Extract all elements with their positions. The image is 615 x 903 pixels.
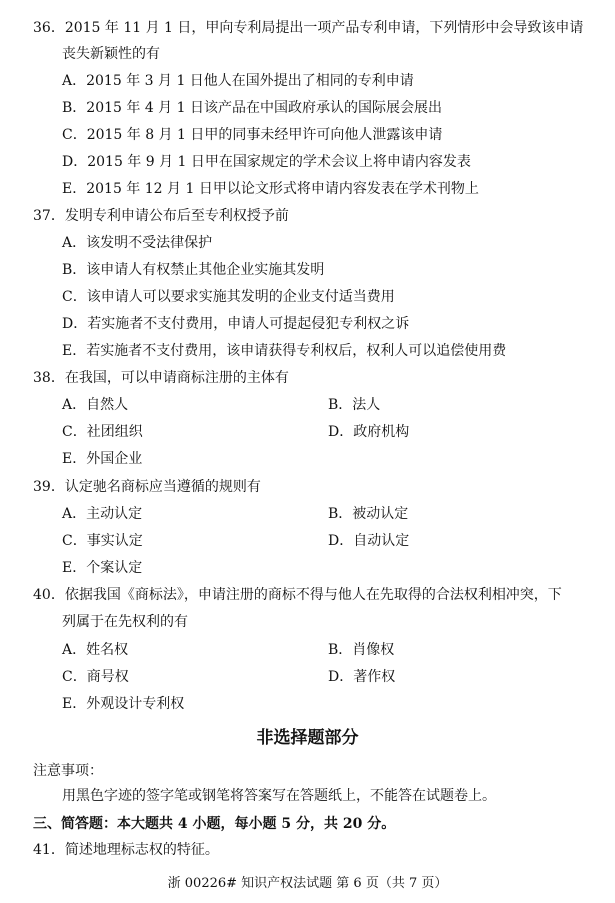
question-37-option-b: B．该申请人有权禁止其他企业实施其发明 bbox=[62, 262, 325, 278]
question-40-option-e: E．外观设计专利权 bbox=[62, 696, 185, 712]
question-39-option-d: D．自动认定 bbox=[328, 533, 410, 549]
question-40-stem-line2: 列属于在先权利的有 bbox=[62, 614, 188, 630]
part-heading: 非选择题部分 bbox=[256, 728, 359, 748]
question-37-option-a: A．该发明不受法律保护 bbox=[62, 235, 213, 251]
question-39-option-b: B．被动认定 bbox=[328, 506, 409, 522]
question-36-stem-line2: 丧失新颖性的有 bbox=[62, 46, 160, 62]
notes-title: 注意事项： bbox=[33, 763, 103, 779]
question-36-option-e: E．2015 年 12 月 1 日甲以论文形式将申请内容发表在学术刊物上 bbox=[62, 181, 479, 197]
question-38-option-e: E．外国企业 bbox=[62, 451, 143, 467]
question-40-option-c: C．商号权 bbox=[62, 669, 129, 685]
question-38-option-d: D．政府机构 bbox=[328, 424, 410, 440]
question-36-option-c: C．2015 年 8 月 1 日甲的同事未经甲许可向他人泄露该申请 bbox=[62, 127, 443, 143]
question-37-option-d: D．若实施者不支付费用，申请人可提起侵犯专利权之诉 bbox=[62, 316, 410, 332]
question-40-option-d: D．著作权 bbox=[328, 669, 396, 685]
question-40-option-a: A．姓名权 bbox=[62, 642, 129, 658]
question-37-stem: 37．发明专利申请公布后至专利权授予前 bbox=[33, 208, 289, 224]
section-three-heading: 三、简答题：本大题共 4 小题，每小题 5 分，共 20 分。 bbox=[33, 816, 396, 832]
question-39-option-a: A．主动认定 bbox=[62, 506, 143, 522]
question-38-option-c: C．社团组织 bbox=[62, 424, 143, 440]
notes-body: 用黑色字迹的签字笔或钢笔将答案写在答题纸上，不能答在试题卷上。 bbox=[62, 788, 496, 804]
question-39-option-c: C．事实认定 bbox=[62, 533, 143, 549]
question-38-stem: 38．在我国，可以申请商标注册的主体有 bbox=[33, 370, 289, 386]
question-39-stem: 39．认定驰名商标应当遵循的规则有 bbox=[33, 479, 261, 495]
question-38-option-b: B．法人 bbox=[328, 397, 381, 413]
page-footer: 浙 00226# 知识产权法试题 第 6 页（共 7 页） bbox=[167, 876, 448, 891]
question-40-stem-line1: 40．依据我国《商标法》，申请注册的商标不得与他人在先取得的合法权利相冲突，下 bbox=[33, 587, 562, 603]
question-40-option-b: B．肖像权 bbox=[328, 642, 395, 658]
question-36-option-d: D．2015 年 9 月 1 日甲在国家规定的学术会议上将申请内容发表 bbox=[62, 154, 471, 170]
question-36-option-a: A．2015 年 3 月 1 日他人在国外提出了相同的专利申请 bbox=[62, 73, 414, 89]
question-36-stem-line1: 36．2015 年 11 月 1 日，甲向专利局提出一项产品专利申请，下列情形中会导致该申请 bbox=[33, 20, 584, 36]
question-38-option-a: A．自然人 bbox=[62, 397, 129, 413]
question-37-option-c: C．该申请人可以要求实施其发明的企业支付适当费用 bbox=[62, 289, 395, 305]
question-41: 41．简述地理标志权的特征。 bbox=[33, 842, 219, 858]
question-39-option-e: E．个案认定 bbox=[62, 560, 143, 576]
question-37-option-e: E．若实施者不支付费用，该申请获得专利权后，权利人可以追偿使用费 bbox=[62, 343, 507, 359]
question-36-option-b: B．2015 年 4 月 1 日该产品在中国政府承认的国际展会展出 bbox=[62, 100, 442, 116]
